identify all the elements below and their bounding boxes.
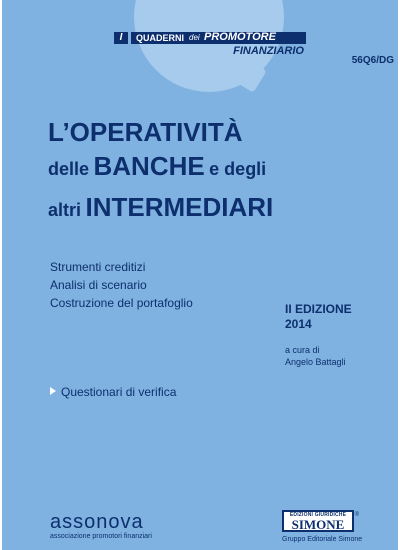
topic-item: Analisi di scenario xyxy=(50,278,147,292)
title-word-banche: BANCHE xyxy=(93,151,205,181)
edition-year: 2014 xyxy=(285,317,312,331)
title-word-delle: delle xyxy=(48,159,90,179)
series-promotore: PROMOTORE xyxy=(204,31,276,43)
publisher-logo xyxy=(282,510,366,545)
series-quaderni: QUADERNI xyxy=(136,33,185,43)
title-word-altri: altri xyxy=(48,200,82,220)
assonova-name: assonova xyxy=(50,511,144,533)
triangle-right-icon xyxy=(50,387,56,395)
series-dei: dei xyxy=(189,33,200,42)
edition-info xyxy=(285,302,352,332)
catalog-code: 56Q6/DG xyxy=(351,55,394,66)
quiz-note xyxy=(50,384,176,400)
topic-item: Costruzione del portafoglio xyxy=(50,296,193,310)
series-finanziario: FINANZIARIO xyxy=(233,45,304,57)
edition-label: II EDIZIONE xyxy=(285,302,352,316)
simone-logo-box xyxy=(282,510,359,532)
curator-label: a cura di xyxy=(285,345,320,355)
title-word-intermediari: INTERMEDIARI xyxy=(85,192,274,222)
topic-item: Strumenti creditizi xyxy=(50,260,146,274)
topic-list xyxy=(50,258,193,312)
registered-mark: ® xyxy=(354,512,359,518)
assonova-subtitle: associazione promotori finanziari xyxy=(50,533,152,540)
title-line-3 xyxy=(48,189,388,230)
title-line-2 xyxy=(48,148,388,189)
simone-logo-top: EDIZIONI GIURIDICHE xyxy=(289,512,347,518)
quiz-label: Questionari di verifica xyxy=(61,385,177,399)
assonova-logo xyxy=(50,512,152,542)
series-banner xyxy=(114,26,310,60)
title-word-e-degli: e degli xyxy=(209,159,267,179)
curator-name: Angelo Battagli xyxy=(285,357,346,367)
publisher-group: Gruppo Editoriale Simone xyxy=(282,536,363,543)
curator-info xyxy=(285,344,346,368)
book-cover xyxy=(2,0,398,550)
book-title xyxy=(48,116,388,230)
title-line-1: L’OPERATIVITÀ xyxy=(48,117,243,147)
series-i-mark: I xyxy=(114,32,128,44)
simone-logo-name: SIMONE xyxy=(291,517,345,532)
